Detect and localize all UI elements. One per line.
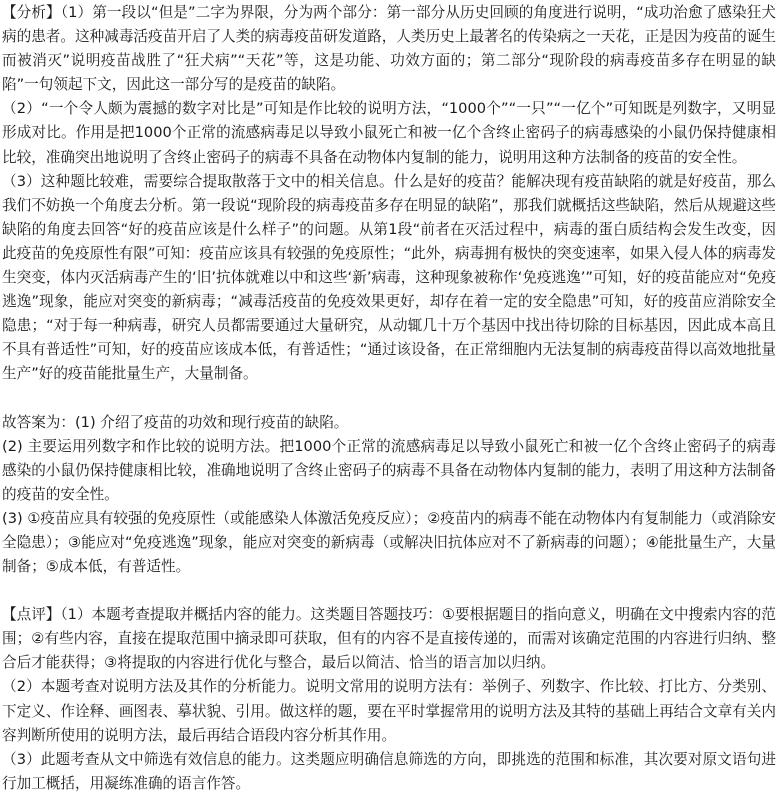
answer-section xyxy=(2,411,776,580)
section-spacer xyxy=(2,579,776,603)
answer-paragraph-1: 故答案为：(1) 介绍了疫苗的功效和现行疫苗的缺陷。 xyxy=(2,413,349,431)
analysis-paragraph-3: （3）这种题比较难，需要综合提取散落于文中的相关信息。什么是好的疫苗？能解决现有疫苗缺陷的就是好疫苗，那么我们不妨换一个角度去分析。第一段说“现阶段的病毒疫苗多存在明显的缺陷”，那我们就概括这些缺陷，然后从规避这些缺陷的角度去回答“好的疫苗应该是什么样子”的问题。从第1段“前者在灭活过程中，病毒的蛋白质结构会发生改变，因此疫苗的免疫原性有限”可知：疫苗应该具有较强的免疫原性；“此外，病毒拥有极快的突变速率，如果入侵人体的病毒发生突变，体内灭活病毒产生的‘旧’抗体就难以中和这些‘新’病毒，这种现象被称作‘免疫逃逸’”可知，好的疫苗能应对“免疫逃逸”现象，能应对突变的新病毒；“减毒活疫苗的免疫效果更好，却存在着一定的安全隐患”可知，好的疫苗应消除安全隐患；“对于每一种病毒，研究人员都需要通过大量研究，从动辄几十万个基因中找出待切除的目标基因，因此成本高且不具有普适性”可知，好的疫苗应该成本低，有普适性；“通过该设备，在正常细胞内无法复制的病毒疫苗得以高效地批量生产”好的疫苗能批量生产，大量制备。 xyxy=(2,172,777,383)
comment-paragraph-1: 【点评】（1）本题考查提取并概括内容的能力。这类题目答题技巧：①要根据题目的指向意义，明确在文中搜索内容的范围；②有些内容，直接在提取范围中摘录即可获取，但有的内容不是直接传递的，而需对该确定范围的内容进行归纳、整合后才能获得；③将提取的内容进行优化与整合，最后以简洁、恰当的语言加以归纳。 xyxy=(2,606,776,672)
comment-section xyxy=(2,603,776,796)
comment-paragraph-3: （3）此题考查从文中筛选有效信息的能力。这类题应明确信息筛选的方向，即挑选的范围和标准，其次要对原文语句进行加工概括，用凝练准确的语言作答。 xyxy=(2,750,776,792)
answer-paragraph-2: (2) 主要运用列数字和作比较的说明方法。把1000个正常的流感病毒足以导致小鼠死亡和被一亿个含终止密码子的病毒感染的小鼠仍保持健康相比较，准确地说明了含终止密码子的病毒不具备在动物体内复制的能力，表明了用这种方法制备的疫苗的安全性。 xyxy=(2,437,776,503)
section-spacer xyxy=(2,387,776,411)
analysis-paragraph-1: 【分析】（1）第一段以“但是”二字为界限，分为两个部分：第一部分从历史回顾的角度进行说明，“成功治愈了感染狂犬病的患者。这种减毒活疫苗开启了人类的病毒疫苗研发道路，人类历史上最著名的传染病之一天花，正是因为疫苗的诞生而被消灭”说明疫苗战胜了“狂犬病”“天花”等，这是功能、功效方面的；第二部分“现阶段的病毒疫苗多存在明显的缺陷”一句领起下文，因此这一部分写的是疫苗的缺陷。 xyxy=(2,4,776,94)
analysis-paragraph-2: （2）“一个令人颇为震撼的数字对比是”可知是作比较的说明方法，“1000个”“一只”“一亿个”可知既是列数字，又明显形成对比。作用是把1000个正常的流感病毒足以导致小鼠死亡和被一亿个含终止密码子的病毒感染的小鼠仍保持健康相比较，准确突出地说明了含终止密码子的病毒不具备在动物体内复制的能力，说明用这种方法制备的疫苗的安全性。 xyxy=(2,100,776,166)
comment-paragraph-2: （2）本题考查对说明方法及其作的分析能力。说明文常用的说明方法有：举例子、列数字、作比较、打比方、分类别、下定义、作诠释、画图表、摹状貌、引用。做这样的题，要在平时掌握常用的说明方法及其特的基础上再结合文章有关内容判断所使用的说明方法，最后再结合语段内容分析其作用。 xyxy=(2,678,776,744)
answer-paragraph-3: (3) ①疫苗应具有较强的免疫原性（或能感染人体激活免疫反应）；②疫苗内的病毒不能在动物体内有复制能力（或消除安全隐患）；③能应对“免疫逃逸”现象，能应对突变的新病毒（或解决旧抗体应对不了新病毒的问题）；④能批量生产，大量制备；⑤成本低，有普适性。 xyxy=(2,509,776,576)
analysis-section xyxy=(2,1,776,387)
